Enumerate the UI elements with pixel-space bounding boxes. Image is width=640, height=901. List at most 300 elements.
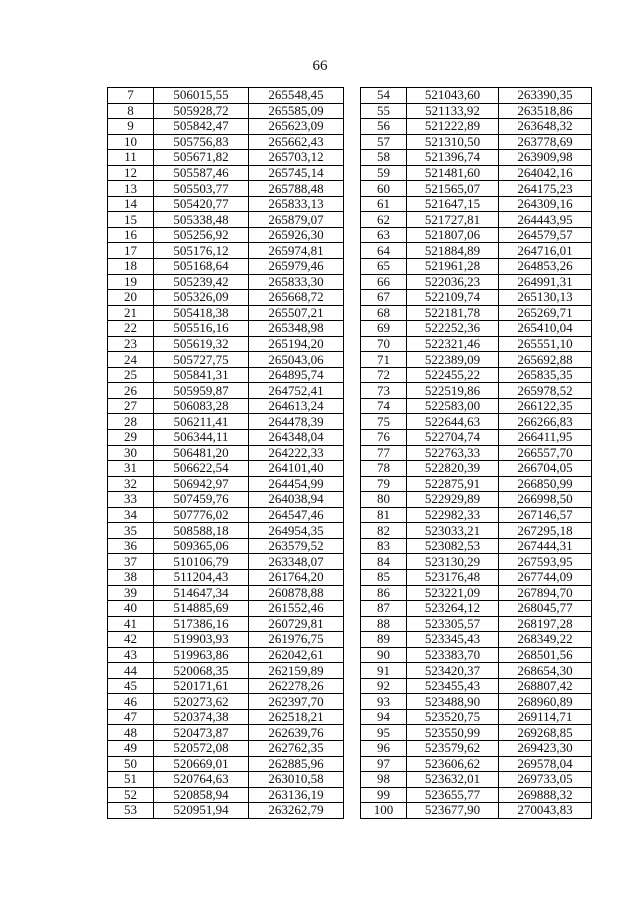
- point-number: 97: [361, 756, 407, 772]
- point-number: 37: [108, 554, 154, 570]
- coord-x: 506622,54: [154, 461, 249, 477]
- table-row: [108, 88, 344, 104]
- coord-y: 264895,74: [249, 367, 344, 383]
- coord-x: 520764,63: [154, 772, 249, 788]
- coord-x: 522982,33: [407, 507, 499, 523]
- coord-x: 522763,33: [407, 445, 499, 461]
- coord-y: 262278,26: [249, 678, 344, 694]
- coord-y: 265879,07: [249, 212, 344, 228]
- coord-y: 264579,57: [499, 227, 592, 243]
- table-row: [361, 507, 592, 523]
- coord-y: 267894,70: [499, 585, 592, 601]
- point-number: 83: [361, 538, 407, 554]
- coord-y: 264101,40: [249, 461, 344, 477]
- coord-y: 265348,98: [249, 321, 344, 337]
- coord-x: 522389,09: [407, 352, 499, 368]
- table-row: [108, 196, 344, 212]
- coord-y: 263010,58: [249, 772, 344, 788]
- coord-x: 511204,43: [154, 569, 249, 585]
- table-row: [361, 476, 592, 492]
- point-number: 92: [361, 678, 407, 694]
- coord-x: 506083,28: [154, 398, 249, 414]
- point-number: 67: [361, 290, 407, 306]
- coord-x: 505619,32: [154, 336, 249, 352]
- coord-x: 506211,41: [154, 414, 249, 430]
- point-number: 45: [108, 678, 154, 694]
- page-number: 66: [312, 58, 328, 74]
- coord-x: 520473,87: [154, 725, 249, 741]
- coord-y: 268960,89: [499, 694, 592, 710]
- table-row: [108, 430, 344, 446]
- point-number: 14: [108, 196, 154, 212]
- coord-y: 265548,45: [249, 88, 344, 104]
- table-row: [361, 336, 592, 352]
- table-row: [108, 492, 344, 508]
- point-number: 58: [361, 150, 407, 166]
- point-number: 34: [108, 507, 154, 523]
- coord-x: 505671,82: [154, 150, 249, 166]
- coord-x: 523632,01: [407, 772, 499, 788]
- table-row: [361, 165, 592, 181]
- table-row: [361, 259, 592, 275]
- coord-y: 264042,16: [499, 165, 592, 181]
- coord-y: 263518,86: [499, 103, 592, 119]
- coord-x: 506481,20: [154, 445, 249, 461]
- point-number: 87: [361, 601, 407, 617]
- table-row: [108, 134, 344, 150]
- coord-x: 520951,94: [154, 803, 249, 819]
- point-number: 35: [108, 523, 154, 539]
- point-number: 75: [361, 414, 407, 430]
- coord-x: 523305,57: [407, 616, 499, 632]
- point-number: 8: [108, 103, 154, 119]
- point-number: 69: [361, 321, 407, 337]
- coord-x: 505841,31: [154, 367, 249, 383]
- table-row: [361, 367, 592, 383]
- table-row: [361, 740, 592, 756]
- table-row: [361, 383, 592, 399]
- coord-y: 261764,20: [249, 569, 344, 585]
- table-row: [361, 212, 592, 228]
- coord-y: 269578,04: [499, 756, 592, 772]
- coord-x: 523130,29: [407, 554, 499, 570]
- point-number: 30: [108, 445, 154, 461]
- coord-x: 523550,99: [407, 725, 499, 741]
- table-row: [361, 352, 592, 368]
- table-row: [108, 694, 344, 710]
- coord-y: 265194,20: [249, 336, 344, 352]
- table-row: [108, 414, 344, 430]
- coord-y: 265623,09: [249, 119, 344, 135]
- coord-x: 522109,74: [407, 290, 499, 306]
- coord-x: 521133,92: [407, 103, 499, 119]
- table-row: [108, 243, 344, 259]
- coord-y: 265835,35: [499, 367, 592, 383]
- table-body-left: [108, 88, 344, 819]
- point-number: 64: [361, 243, 407, 259]
- table-row: [108, 259, 344, 275]
- coord-y: 268045,77: [499, 601, 592, 617]
- coord-y: 264222,33: [249, 445, 344, 461]
- coord-y: 268349,22: [499, 632, 592, 648]
- coord-x: 505587,46: [154, 165, 249, 181]
- table-row: [361, 196, 592, 212]
- coord-y: 263390,35: [499, 88, 592, 104]
- table-row: [361, 290, 592, 306]
- coord-y: 265507,21: [249, 305, 344, 321]
- coord-y: 263909,98: [499, 150, 592, 166]
- coord-y: 265585,09: [249, 103, 344, 119]
- point-number: 46: [108, 694, 154, 710]
- table-row: [361, 181, 592, 197]
- coord-x: 514885,69: [154, 601, 249, 617]
- table-row: [108, 585, 344, 601]
- point-number: 79: [361, 476, 407, 492]
- coord-x: 505418,38: [154, 305, 249, 321]
- coord-y: 269888,32: [499, 787, 592, 803]
- coord-y: 262762,35: [249, 740, 344, 756]
- table-row: [108, 772, 344, 788]
- table-row: [361, 414, 592, 430]
- point-number: 60: [361, 181, 407, 197]
- coord-x: 522321,46: [407, 336, 499, 352]
- table-row: [108, 569, 344, 585]
- point-number: 98: [361, 772, 407, 788]
- coord-x: 505842,47: [154, 119, 249, 135]
- table-row: [361, 274, 592, 290]
- table-row: [361, 647, 592, 663]
- point-number: 31: [108, 461, 154, 477]
- point-number: 65: [361, 259, 407, 275]
- coord-x: 505256,92: [154, 227, 249, 243]
- point-number: 9: [108, 119, 154, 135]
- table-row: [108, 461, 344, 477]
- point-number: 41: [108, 616, 154, 632]
- coord-x: 508588,18: [154, 523, 249, 539]
- coord-x: 521043,60: [407, 88, 499, 104]
- point-number: 85: [361, 569, 407, 585]
- table-row: [108, 476, 344, 492]
- point-number: 74: [361, 398, 407, 414]
- table-row: [361, 632, 592, 648]
- table-row: [108, 803, 344, 819]
- coord-y: 265788,48: [249, 181, 344, 197]
- coord-x: 521647,15: [407, 196, 499, 212]
- coord-x: 521396,74: [407, 150, 499, 166]
- table-row: [361, 678, 592, 694]
- point-number: 17: [108, 243, 154, 259]
- coord-y: 262639,76: [249, 725, 344, 741]
- coord-y: 264454,99: [249, 476, 344, 492]
- coord-y: 265551,10: [499, 336, 592, 352]
- coord-x: 521481,60: [407, 165, 499, 181]
- point-number: 95: [361, 725, 407, 741]
- coord-x: 523383,70: [407, 647, 499, 663]
- table-row: [361, 243, 592, 259]
- table-row: [361, 803, 592, 819]
- coord-x: 507459,76: [154, 492, 249, 508]
- table-body-right: [361, 88, 592, 819]
- point-number: 18: [108, 259, 154, 275]
- table-row: [108, 787, 344, 803]
- coord-y: 264613,24: [249, 398, 344, 414]
- coord-x: 520374,38: [154, 709, 249, 725]
- point-number: 48: [108, 725, 154, 741]
- coord-x: 505176,12: [154, 243, 249, 259]
- coord-x: 510106,79: [154, 554, 249, 570]
- point-number: 88: [361, 616, 407, 632]
- coord-x: 523606,62: [407, 756, 499, 772]
- point-number: 12: [108, 165, 154, 181]
- coord-x: 521727,81: [407, 212, 499, 228]
- coord-y: 263136,19: [249, 787, 344, 803]
- coord-y: 265833,30: [249, 274, 344, 290]
- table-row: [108, 756, 344, 772]
- point-number: 24: [108, 352, 154, 368]
- point-number: 54: [361, 88, 407, 104]
- coord-x: 519903,93: [154, 632, 249, 648]
- point-number: 52: [108, 787, 154, 803]
- point-number: 68: [361, 305, 407, 321]
- point-number: 13: [108, 181, 154, 197]
- point-number: 63: [361, 227, 407, 243]
- coord-x: 505420,77: [154, 196, 249, 212]
- coord-y: 263348,07: [249, 554, 344, 570]
- coord-y: 264752,41: [249, 383, 344, 399]
- point-number: 20: [108, 290, 154, 306]
- table-row: [361, 709, 592, 725]
- coord-y: 264038,94: [249, 492, 344, 508]
- coord-y: 265926,30: [249, 227, 344, 243]
- coord-y: 268654,30: [499, 663, 592, 679]
- table-row: [108, 725, 344, 741]
- coord-y: 269733,05: [499, 772, 592, 788]
- coord-x: 523455,43: [407, 678, 499, 694]
- point-number: 27: [108, 398, 154, 414]
- coord-x: 523264,12: [407, 601, 499, 617]
- coord-x: 523579,62: [407, 740, 499, 756]
- coord-y: 266411,95: [499, 430, 592, 446]
- point-number: 71: [361, 352, 407, 368]
- coord-y: 266704,05: [499, 461, 592, 477]
- coord-x: 523221,09: [407, 585, 499, 601]
- coord-x: 522820,39: [407, 461, 499, 477]
- coord-y: 265974,81: [249, 243, 344, 259]
- point-number: 39: [108, 585, 154, 601]
- table-row: [108, 678, 344, 694]
- table-row: [361, 663, 592, 679]
- coord-y: 266850,99: [499, 476, 592, 492]
- point-number: 66: [361, 274, 407, 290]
- point-number: 26: [108, 383, 154, 399]
- coord-x: 505756,83: [154, 134, 249, 150]
- coordinates-table-right: [360, 87, 592, 819]
- coord-y: 269114,71: [499, 709, 592, 725]
- table-row: [108, 554, 344, 570]
- coord-x: 523520,75: [407, 709, 499, 725]
- table-row: [108, 740, 344, 756]
- table-row: [108, 352, 344, 368]
- point-number: 96: [361, 740, 407, 756]
- coord-y: 262885,96: [249, 756, 344, 772]
- table-row: [361, 787, 592, 803]
- point-number: 81: [361, 507, 407, 523]
- coord-x: 521565,07: [407, 181, 499, 197]
- coordinates-table-left: [107, 87, 344, 819]
- table-row: [108, 165, 344, 181]
- coord-y: 267744,09: [499, 569, 592, 585]
- coord-y: 263648,32: [499, 119, 592, 135]
- coord-y: 260729,81: [249, 616, 344, 632]
- point-number: 21: [108, 305, 154, 321]
- table-row: [361, 616, 592, 632]
- coord-x: 507776,02: [154, 507, 249, 523]
- point-number: 23: [108, 336, 154, 352]
- table-row: [361, 119, 592, 135]
- coord-x: 521807,06: [407, 227, 499, 243]
- coord-y: 264309,16: [499, 196, 592, 212]
- coord-y: 265703,12: [249, 150, 344, 166]
- table-row: [361, 134, 592, 150]
- table-row: [361, 430, 592, 446]
- coord-x: 519963,86: [154, 647, 249, 663]
- table-row: [361, 398, 592, 414]
- point-number: 47: [108, 709, 154, 725]
- coord-x: 523488,90: [407, 694, 499, 710]
- coord-x: 521961,28: [407, 259, 499, 275]
- point-number: 42: [108, 632, 154, 648]
- coord-x: 505928,72: [154, 103, 249, 119]
- point-number: 53: [108, 803, 154, 819]
- coord-x: 522455,22: [407, 367, 499, 383]
- coord-y: 270043,83: [499, 803, 592, 819]
- point-number: 73: [361, 383, 407, 399]
- point-number: 80: [361, 492, 407, 508]
- coord-x: 522519,86: [407, 383, 499, 399]
- coord-x: 521884,89: [407, 243, 499, 259]
- table-row: [361, 523, 592, 539]
- coord-y: 268501,56: [499, 647, 592, 663]
- coord-y: 263579,52: [249, 538, 344, 554]
- table-row: [361, 554, 592, 570]
- coord-x: 506942,97: [154, 476, 249, 492]
- coord-y: 265833,13: [249, 196, 344, 212]
- coord-y: 265269,71: [499, 305, 592, 321]
- point-number: 50: [108, 756, 154, 772]
- coord-y: 267593,95: [499, 554, 592, 570]
- coord-y: 264348,04: [249, 430, 344, 446]
- point-number: 16: [108, 227, 154, 243]
- table-row: [361, 150, 592, 166]
- coord-x: 523677,90: [407, 803, 499, 819]
- coord-x: 523655,77: [407, 787, 499, 803]
- coord-y: 267444,31: [499, 538, 592, 554]
- coord-x: 523033,21: [407, 523, 499, 539]
- table-row: [108, 398, 344, 414]
- coord-x: 506344,11: [154, 430, 249, 446]
- table-row: [361, 585, 592, 601]
- coord-x: 523176,48: [407, 569, 499, 585]
- point-number: 15: [108, 212, 154, 228]
- coord-x: 505959,87: [154, 383, 249, 399]
- coord-x: 522583,00: [407, 398, 499, 414]
- point-number: 100: [361, 803, 407, 819]
- point-number: 10: [108, 134, 154, 150]
- table-row: [108, 647, 344, 663]
- point-number: 28: [108, 414, 154, 430]
- coord-y: 269268,85: [499, 725, 592, 741]
- table-row: [108, 507, 344, 523]
- coord-y: 264478,39: [249, 414, 344, 430]
- point-number: 49: [108, 740, 154, 756]
- coord-x: 520171,61: [154, 678, 249, 694]
- coord-y: 265979,46: [249, 259, 344, 275]
- coord-y: 263262,79: [249, 803, 344, 819]
- table-row: [361, 569, 592, 585]
- coord-x: 505727,75: [154, 352, 249, 368]
- point-number: 59: [361, 165, 407, 181]
- coord-y: 264175,23: [499, 181, 592, 197]
- coord-x: 506015,55: [154, 88, 249, 104]
- point-number: 76: [361, 430, 407, 446]
- coord-y: 264954,35: [249, 523, 344, 539]
- point-number: 90: [361, 647, 407, 663]
- coord-x: 523420,37: [407, 663, 499, 679]
- table-row: [361, 725, 592, 741]
- coord-x: 520858,94: [154, 787, 249, 803]
- point-number: 86: [361, 585, 407, 601]
- coord-x: 522181,78: [407, 305, 499, 321]
- coord-x: 514647,34: [154, 585, 249, 601]
- coord-y: 263778,69: [499, 134, 592, 150]
- table-row: [108, 709, 344, 725]
- coord-y: 269423,30: [499, 740, 592, 756]
- coord-y: 266998,50: [499, 492, 592, 508]
- coord-x: 505503,77: [154, 181, 249, 197]
- coord-x: 520273,62: [154, 694, 249, 710]
- coord-y: 261552,46: [249, 601, 344, 617]
- coord-y: 265745,14: [249, 165, 344, 181]
- point-number: 77: [361, 445, 407, 461]
- coord-y: 266557,70: [499, 445, 592, 461]
- coord-y: 262397,70: [249, 694, 344, 710]
- table-row: [361, 305, 592, 321]
- coord-y: 264991,31: [499, 274, 592, 290]
- coord-x: 522875,91: [407, 476, 499, 492]
- table-row: [108, 367, 344, 383]
- point-number: 19: [108, 274, 154, 290]
- coord-y: 265410,04: [499, 321, 592, 337]
- point-number: 78: [361, 461, 407, 477]
- point-number: 40: [108, 601, 154, 617]
- point-number: 70: [361, 336, 407, 352]
- point-number: 11: [108, 150, 154, 166]
- table-row: [361, 756, 592, 772]
- table-row: [361, 227, 592, 243]
- coord-y: 265692,88: [499, 352, 592, 368]
- point-number: 55: [361, 103, 407, 119]
- point-number: 51: [108, 772, 154, 788]
- table-row: [108, 523, 344, 539]
- coord-y: 265668,72: [249, 290, 344, 306]
- point-number: 33: [108, 492, 154, 508]
- coord-y: 262518,21: [249, 709, 344, 725]
- coord-y: 262159,89: [249, 663, 344, 679]
- table-row: [108, 150, 344, 166]
- coord-y: 265043,06: [249, 352, 344, 368]
- point-number: 72: [361, 367, 407, 383]
- table-row: [108, 445, 344, 461]
